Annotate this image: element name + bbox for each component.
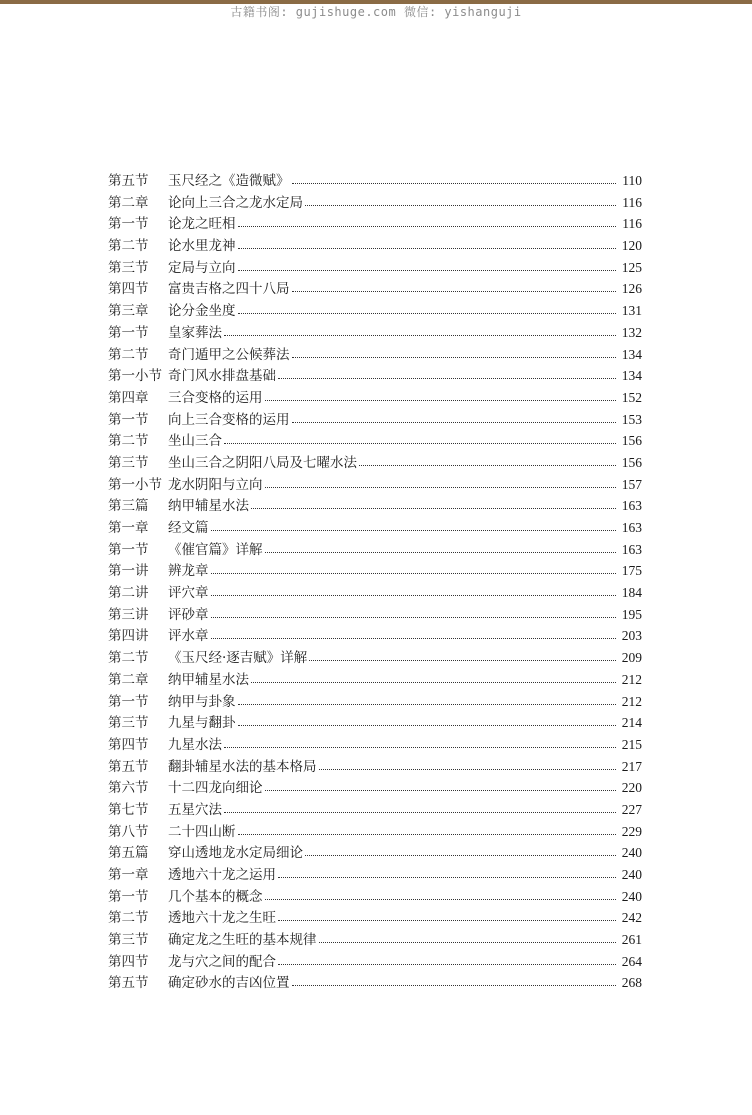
toc-entry-page-number: 116 bbox=[622, 194, 642, 210]
toc-entry bbox=[108, 604, 642, 626]
toc-entry-page-number: 268 bbox=[621, 975, 642, 991]
dot-leader bbox=[224, 738, 616, 748]
toc-entry-label: 第四节 bbox=[108, 953, 149, 970]
dot-leader bbox=[211, 629, 617, 639]
toc-entry-label: 第一节 bbox=[108, 888, 149, 905]
toc-entry-page-number: 125 bbox=[621, 259, 642, 275]
dot-leader bbox=[211, 521, 617, 531]
toc-entry bbox=[108, 625, 642, 647]
toc-entry-title: 经文篇 bbox=[168, 520, 209, 536]
toc-entry bbox=[108, 539, 642, 561]
toc-entry bbox=[108, 430, 642, 452]
toc-entry bbox=[108, 474, 642, 496]
dot-leader bbox=[251, 673, 616, 683]
toc-entry-page-number: 163 bbox=[621, 541, 642, 557]
toc-entry-title: 翻卦辅星水法的基本格局 bbox=[168, 758, 317, 775]
toc-entry-page-number: 184 bbox=[621, 585, 642, 601]
dot-leader bbox=[319, 760, 617, 770]
toc-entry-title: 坐山三合 bbox=[168, 433, 222, 450]
toc-entry-page-number: 116 bbox=[622, 216, 642, 232]
toc-entry-page-number: 126 bbox=[621, 281, 642, 297]
toc-entry bbox=[108, 213, 642, 235]
toc-entry-title: 富贵吉格之四十八局 bbox=[168, 281, 290, 298]
toc-entry-title: 向上三合变格的运用 bbox=[168, 411, 290, 428]
toc-entry-label: 第三章 bbox=[108, 303, 149, 320]
toc-entry bbox=[108, 517, 642, 539]
toc-entry bbox=[108, 300, 642, 322]
toc-entry-title: 论龙之旺相 bbox=[168, 216, 236, 233]
toc-entry-label: 第五节 bbox=[108, 758, 149, 775]
table-of-contents bbox=[108, 170, 642, 994]
dot-leader bbox=[238, 261, 617, 271]
toc-entry-title: 确定砂水的吉凶位置 bbox=[168, 975, 290, 992]
toc-entry bbox=[108, 951, 642, 973]
dot-leader bbox=[278, 868, 616, 878]
toc-entry bbox=[108, 669, 642, 691]
toc-entry bbox=[108, 560, 642, 582]
toc-entry-title: 坐山三合之阴阳八局及七曜水法 bbox=[168, 454, 357, 471]
toc-entry-label: 第四讲 bbox=[108, 628, 149, 645]
toc-entry-label: 第二节 bbox=[108, 238, 149, 255]
dot-leader bbox=[265, 543, 617, 553]
toc-entry-page-number: 212 bbox=[621, 693, 642, 709]
dot-leader bbox=[292, 348, 617, 358]
toc-entry-page-number: 227 bbox=[621, 801, 642, 817]
toc-entry-title: 纳甲辅星水法 bbox=[168, 671, 249, 688]
toc-entry-title: 奇门风水排盘基础 bbox=[168, 368, 276, 385]
dot-leader bbox=[238, 304, 617, 314]
dot-leader bbox=[251, 499, 616, 509]
dot-leader bbox=[224, 803, 616, 813]
toc-entry bbox=[108, 972, 642, 994]
toc-entry bbox=[108, 907, 642, 929]
dot-leader bbox=[305, 196, 616, 206]
toc-entry-label: 第五篇 bbox=[108, 845, 149, 862]
dot-leader bbox=[211, 608, 617, 618]
dot-leader bbox=[238, 239, 617, 249]
toc-entry-label: 第一节 bbox=[108, 693, 149, 710]
toc-entry bbox=[108, 387, 642, 409]
toc-entry-page-number: 214 bbox=[621, 715, 642, 731]
toc-entry-title: 三合变格的运用 bbox=[168, 389, 263, 406]
toc-entry-page-number: 131 bbox=[621, 303, 642, 319]
toc-entry bbox=[108, 864, 642, 886]
toc-entry-label: 第一章 bbox=[108, 520, 149, 536]
toc-entry-label: 第二节 bbox=[108, 650, 149, 667]
toc-entry-title: 穿山透地龙水定局细论 bbox=[168, 845, 303, 862]
toc-entry-label: 第一节 bbox=[108, 411, 149, 428]
toc-entry bbox=[108, 799, 642, 821]
toc-entry-label: 第二节 bbox=[108, 910, 149, 927]
toc-entry bbox=[108, 886, 642, 908]
toc-entry-title: 定局与立向 bbox=[168, 259, 236, 276]
toc-entry-label: 第二章 bbox=[108, 194, 149, 211]
toc-entry-title: 《玉尺经·逐吉赋》详解 bbox=[168, 650, 308, 667]
toc-entry-label: 第三节 bbox=[108, 932, 149, 949]
toc-entry-page-number: 215 bbox=[621, 736, 642, 752]
dot-leader bbox=[292, 413, 617, 423]
dot-leader bbox=[238, 716, 617, 726]
toc-entry-label: 第一小节 bbox=[108, 476, 162, 493]
toc-entry-title: 十二四龙向细论 bbox=[168, 780, 263, 797]
toc-entry-label: 第二章 bbox=[108, 671, 149, 688]
watermark: 古籍书阁: gujishuge.com 微信: yishanguji bbox=[230, 5, 522, 19]
toc-entry-page-number: 175 bbox=[621, 563, 642, 579]
toc-entry-title: 二十四山断 bbox=[168, 823, 236, 840]
toc-entry-page-number: 153 bbox=[621, 411, 642, 427]
toc-entry-label: 第二讲 bbox=[108, 585, 149, 602]
toc-entry-page-number: 195 bbox=[621, 606, 642, 622]
toc-entry-label: 第一讲 bbox=[108, 563, 149, 580]
toc-entry-page-number: 264 bbox=[621, 953, 642, 969]
toc-entry-label: 第八节 bbox=[108, 823, 149, 840]
toc-entry-page-number: 156 bbox=[621, 433, 642, 449]
toc-entry-page-number: 134 bbox=[621, 368, 642, 384]
toc-entry-label: 第四章 bbox=[108, 389, 149, 406]
toc-entry-label: 第一章 bbox=[108, 867, 149, 883]
toc-entry bbox=[108, 344, 642, 366]
toc-entry-title: 几个基本的概念 bbox=[168, 888, 263, 905]
toc-entry-page-number: 156 bbox=[621, 454, 642, 470]
toc-entry-page-number: 240 bbox=[621, 867, 642, 882]
toc-entry-page-number: 217 bbox=[621, 758, 642, 774]
dot-leader bbox=[278, 955, 616, 965]
dot-leader bbox=[265, 391, 617, 401]
toc-entry-title: 论分金坐度 bbox=[168, 303, 236, 320]
toc-entry-title: 论水里龙神 bbox=[168, 238, 236, 255]
toc-entry-title: 玉尺经之《造微赋》 bbox=[168, 173, 290, 189]
toc-entry bbox=[108, 170, 642, 192]
toc-entry bbox=[108, 647, 642, 669]
toc-entry-title: 九星水法 bbox=[168, 736, 222, 753]
toc-entry-page-number: 152 bbox=[621, 389, 642, 405]
toc-entry-title: 评砂章 bbox=[168, 606, 209, 623]
toc-entry-title: 纳甲辅星水法 bbox=[168, 498, 249, 515]
dot-leader bbox=[309, 651, 616, 661]
toc-entry-label: 第三节 bbox=[108, 715, 149, 732]
dot-leader bbox=[278, 911, 616, 921]
dot-leader bbox=[359, 456, 616, 466]
toc-entry-title: 透地六十龙之运用 bbox=[168, 867, 276, 883]
toc-entry-label: 第一节 bbox=[108, 324, 149, 341]
toc-entry-title: 《催官篇》详解 bbox=[168, 541, 263, 558]
dot-leader bbox=[265, 478, 617, 488]
toc-entry-page-number: 209 bbox=[621, 650, 642, 666]
toc-entry-title: 皇家葬法 bbox=[168, 324, 222, 341]
toc-entry-title: 透地六十龙之生旺 bbox=[168, 910, 276, 927]
toc-entry-label: 第三节 bbox=[108, 454, 149, 471]
toc-entry bbox=[108, 821, 642, 843]
toc-entry-title: 龙水阴阳与立向 bbox=[168, 476, 263, 493]
toc-entry bbox=[108, 235, 642, 257]
toc-entry bbox=[108, 842, 642, 864]
toc-entry bbox=[108, 192, 642, 214]
toc-entry-page-number: 134 bbox=[621, 346, 642, 362]
toc-entry-page-number: 242 bbox=[621, 910, 642, 926]
toc-entry-title: 评穴章 bbox=[168, 585, 209, 602]
toc-entry-title: 确定龙之生旺的基本规律 bbox=[168, 932, 317, 949]
toc-entry-page-number: 220 bbox=[621, 780, 642, 796]
toc-entry-label: 第三节 bbox=[108, 259, 149, 276]
toc-entry-title: 辨龙章 bbox=[168, 563, 209, 580]
toc-entry-label: 第四节 bbox=[108, 281, 149, 298]
dot-leader bbox=[238, 695, 617, 705]
toc-entry-label: 第七节 bbox=[108, 801, 149, 818]
toc-entry-label: 第三篇 bbox=[108, 498, 149, 515]
dot-leader bbox=[319, 933, 617, 943]
dot-leader bbox=[211, 564, 617, 574]
toc-entry bbox=[108, 365, 642, 387]
toc-entry-label: 第五节 bbox=[108, 173, 149, 189]
dot-leader bbox=[305, 846, 616, 856]
toc-entry bbox=[108, 756, 642, 778]
dot-leader bbox=[292, 174, 617, 184]
dot-leader bbox=[292, 976, 617, 986]
toc-entry-label: 第二节 bbox=[108, 346, 149, 363]
dot-leader bbox=[238, 217, 617, 227]
toc-entry bbox=[108, 452, 642, 474]
dot-leader bbox=[292, 282, 617, 292]
toc-entry-label: 第五节 bbox=[108, 975, 149, 992]
toc-entry bbox=[108, 582, 642, 604]
toc-entry bbox=[108, 278, 642, 300]
toc-entry-title: 评水章 bbox=[168, 628, 209, 645]
toc-entry-title: 论向上三合之龙水定局 bbox=[168, 194, 303, 211]
dot-leader bbox=[238, 825, 617, 835]
toc-entry-page-number: 212 bbox=[621, 671, 642, 687]
dot-leader bbox=[211, 586, 617, 596]
toc-entry bbox=[108, 495, 642, 517]
toc-entry-page-number: 240 bbox=[621, 845, 642, 861]
toc-entry bbox=[108, 712, 642, 734]
dot-leader bbox=[224, 326, 616, 336]
toc-entry bbox=[108, 409, 642, 431]
toc-entry-title: 纳甲与卦象 bbox=[168, 693, 236, 710]
toc-entry-title: 龙与穴之间的配合 bbox=[168, 953, 276, 970]
toc-entry-page-number: 157 bbox=[621, 476, 642, 492]
toc-entry-page-number: 203 bbox=[621, 628, 642, 644]
toc-entry-page-number: 163 bbox=[621, 498, 642, 514]
toc-entry bbox=[108, 322, 642, 344]
toc-entry-label: 第二节 bbox=[108, 433, 149, 450]
dot-leader bbox=[278, 369, 616, 379]
toc-entry-page-number: 110 bbox=[622, 173, 642, 188]
dot-leader bbox=[224, 434, 616, 444]
toc-entry-label: 第六节 bbox=[108, 780, 149, 797]
toc-entry-page-number: 120 bbox=[621, 238, 642, 254]
toc-entry bbox=[108, 777, 642, 799]
toc-entry-page-number: 163 bbox=[621, 520, 642, 535]
toc-entry-title: 九星与翻卦 bbox=[168, 715, 236, 732]
toc-entry-page-number: 261 bbox=[621, 932, 642, 948]
toc-entry-page-number: 229 bbox=[621, 823, 642, 839]
toc-entry-label: 第三讲 bbox=[108, 606, 149, 623]
toc-entry bbox=[108, 734, 642, 756]
dot-leader bbox=[265, 890, 617, 900]
toc-entry-title: 五星穴法 bbox=[168, 801, 222, 818]
dot-leader bbox=[265, 781, 617, 791]
toc-entry-title: 奇门遁甲之公候葬法 bbox=[168, 346, 290, 363]
toc-entry bbox=[108, 929, 642, 951]
toc-entry-label: 第一节 bbox=[108, 541, 149, 558]
toc-entry-page-number: 132 bbox=[621, 324, 642, 340]
toc-entry-page-number: 240 bbox=[621, 888, 642, 904]
toc-entry-label: 第一节 bbox=[108, 216, 149, 233]
toc-entry bbox=[108, 257, 642, 279]
toc-entry-label: 第四节 bbox=[108, 736, 149, 753]
toc-entry-label: 第一小节 bbox=[108, 368, 162, 385]
toc-entry bbox=[108, 691, 642, 713]
